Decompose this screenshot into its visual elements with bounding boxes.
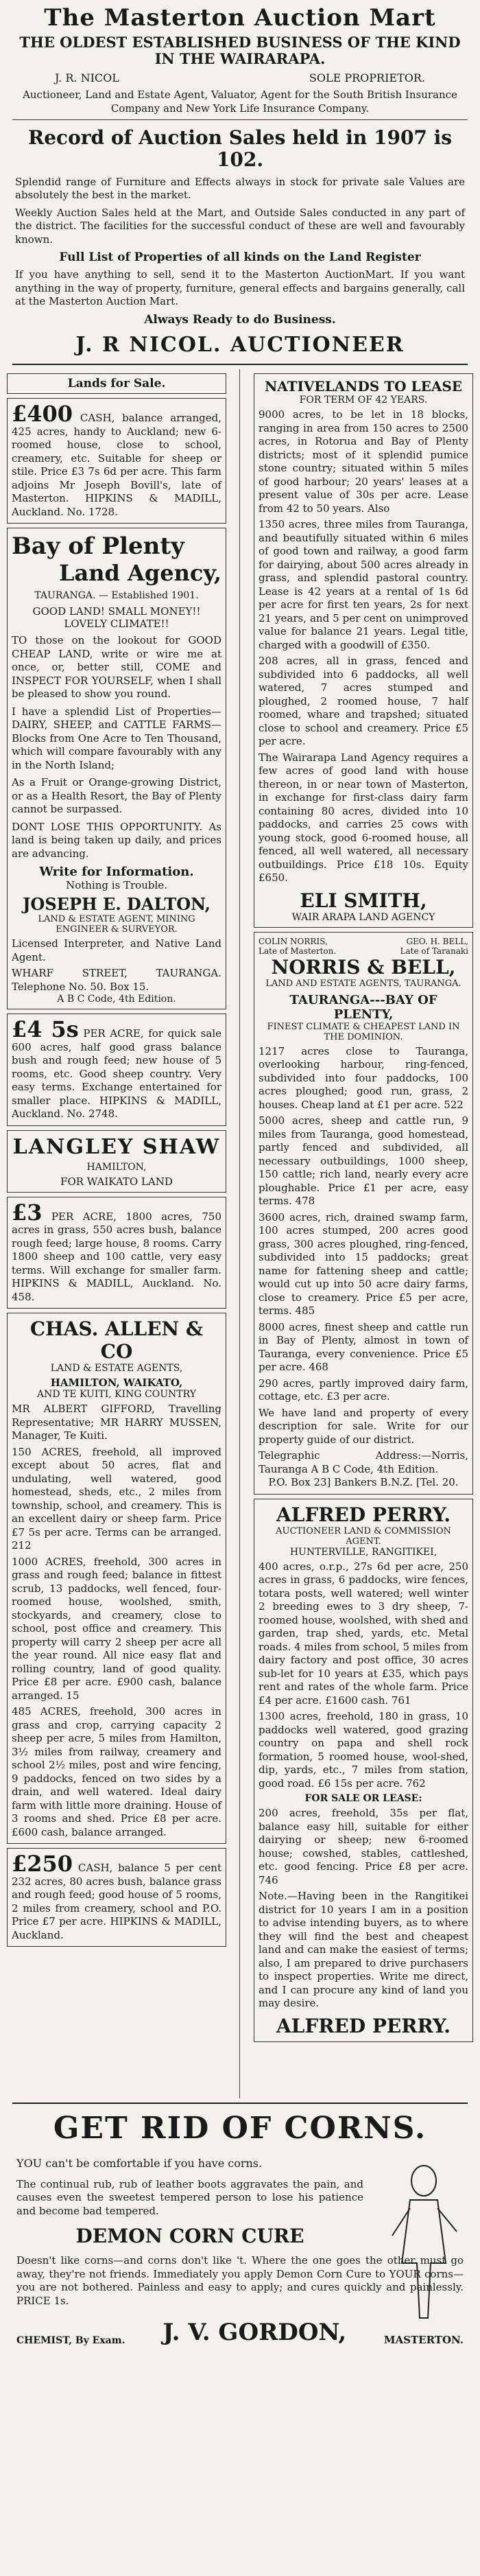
- proprietor-line: [55, 71, 425, 84]
- native-n2: 1350 acres, three miles from Tauranga, and beautifully situated within 6 miles of good town and railway, a good farm for dairying, about 500 acres already in grass, and splendid pastoral country. Lease is 42 years at a rental of 1s 6d per acre for first ten years, 2s for next 21 years, and 5 per cent on unimproved value for balance 21 years. Legal title, charged with a goodwill of £350.: [259, 518, 468, 651]
- chas-name: CHAS. ALLEN & CO: [29, 1318, 204, 1363]
- corn-chemist: CHEMIST, By Exam.: [16, 2335, 125, 2347]
- bay-of-plenty-ad: [7, 528, 226, 1009]
- norris-r4: 8000 acres, finest sheep and cattle run in Bay of Plenty, almost in town of Tauranga, every convenience. Price £5 per acre. 468: [259, 1320, 468, 1374]
- eli-smith-role: WAIR ARAPA LAND AGENCY: [291, 911, 435, 923]
- right-column: [247, 369, 480, 2098]
- corn-cure-name: DEMON CORN CURE: [75, 2225, 304, 2248]
- corn-gordon: J. V. GORDON,: [163, 2319, 347, 2347]
- proprietor-name: J. R. NICOL: [55, 71, 119, 85]
- native-head: NATIVELANDS TO LEASE: [264, 378, 463, 395]
- native-n1: 9000 acres, to be let in 18 blocks, ranging in area from 150 acres to 2500 acres, in Rotorua and Bay of Plenty districts; most of it splendid pumice stone country; situated within 5 miles of good harbour; 20 years' leases at a present value of 30s per acre. Lease from 42 to 50 years. Also: [259, 408, 468, 515]
- header-p3: If you have anything to sell, send it to the Masterton AuctionMart. If you want anything in the way of property, furniture, general effects and bargains generally, call at the Masterton Auction Mart.: [15, 268, 465, 308]
- proprietor-title: SOLE PROPRIETOR.: [309, 71, 425, 85]
- tauranga-head: TAURANGA---BAY OF PLENTY,: [289, 992, 437, 1022]
- finest-line: FINEST CLIMATE & CHEAPEST LAND IN THE DOMINION.: [267, 1021, 460, 1042]
- langley-name: LANGLEY SHAW: [12, 1134, 221, 1159]
- ad-3-price: £3: [12, 1199, 43, 1226]
- ad-3-text: PER ACRE, 1800 acres, 750 acres in grass, 550 acres bush, balance rough feed; large house, 8 rooms. Carry 1800 sheep and 100 cattle, very easy terms. Will exchange for smaller farm. HIPKINS & MADILL, Auckland. No. 458.: [12, 1210, 221, 1303]
- ready-line: Always Ready to do Business.: [144, 312, 336, 327]
- bop-head1: Bay of Plenty: [12, 532, 184, 561]
- corn-line1: YOU can't be comfortable if you have corns.: [16, 2157, 263, 2170]
- norris-right: GEO. H. BELL,: [406, 936, 468, 946]
- ads-columns: [0, 369, 480, 2098]
- perry-p2: 1300 acres, freehold, 180 in grass, 10 paddocks well watered, good grazing country on papa and shell rock formation, 5 roomed house, wool-shed, dip, yards, etc., 7 miles from station, good road. £6 15s per acre. 762: [259, 1710, 468, 1790]
- bop-p3: As a Fruit or Orange-growing District, or as a Health Resort, the Bay of Plenty cannot be surpassed.: [12, 776, 221, 816]
- left-column: [0, 369, 233, 2098]
- dalton-role: LAND & ESTATE AGENT, MINING ENGINEER & SURVEYOR.: [38, 914, 195, 935]
- header-desc: Auctioneer, Land and Estate Agent, Valuator, Agent for the South British Insurance Company and New York Life Insurance Company.: [23, 89, 457, 115]
- ad-3: [7, 1197, 226, 1309]
- chas-allen-ad: [7, 1313, 226, 1844]
- corn-line3: Doesn't like corns—and corns don't like 't. Where the one goes the other must go away, they're not friends. Immediately you apply Demon Corn Cure to YOUR corns—you are not bothered. Painless and easy to apply; and cures quickly and painlessly. PRICE 1s.: [16, 2254, 464, 2307]
- ad-250-price: £250: [12, 1851, 73, 1877]
- bop-head2: Land Agency,: [59, 560, 221, 587]
- perry-signature: ALFRED PERRY.: [276, 2014, 451, 2037]
- perry-town: HUNTERVILLE, RANGITIKEI,: [289, 1546, 437, 1558]
- dalton-addr: WHARF STREET, TAURANGA. Telephone No. 50. Box 15.: [12, 967, 221, 993]
- bop-dont: DONT LOSE THIS OPPORTUNITY. As land is being taken up daily, and prices are advancing.: [12, 820, 221, 860]
- bop-p2: I have a splendid List of Properties—DAIRY, SHEEP, and CATTLE FARMS—Blocks from One Acre to Ten Thousand, which will compare favourably with any in the North Island;: [12, 705, 221, 771]
- perry-p3: 200 acres, freehold, 35s per flat, balance easy hill, suitable for either dairying or sheep; new 6-roomed house; cowshed, stables, cattleshed, etc. good fencing. Price £8 per acre. 746: [259, 1807, 468, 1886]
- norris-role: LAND AND ESTATE AGENTS, TAURANGA.: [265, 978, 461, 989]
- man-figure-icon: [383, 2160, 465, 2325]
- telegraphic2: P.O. Box 23] Bankers B.N.Z. [Tel. 20.: [268, 1476, 459, 1489]
- lands-for-sale-head: Lands for Sale.: [7, 373, 226, 394]
- chas-role: LAND & ESTATE AGENTS,: [50, 1363, 183, 1374]
- norris-left: COLIN NORRIS,: [259, 936, 328, 946]
- perry-p4: Note.—Having been in the Rangitikei district for 10 years I am in a position to advise intending buyers, as to where they will find the best and cheapest land and can make the easiest of terms; also, I am prepared to drive purchasers to inspect properties. Write me direct, and I can procure any kind of land you may desire.: [259, 1890, 468, 2010]
- chas-town2: AND TE KUITI, KING COUNTRY: [37, 1389, 196, 1401]
- dalton-abc: A B C Code, 4th Edition.: [57, 994, 176, 1005]
- native-n3: 208 acres, all in grass, fenced and subdivided into 6 paddocks, all well watered, 7 acres stumped and ploughed, 2 roomed house, 7 half roomed, whare and trapshed; situated close to school and creamery. Price £5 per acre.: [259, 655, 468, 748]
- bop-town: TAURANGA. — Established 1901.: [34, 590, 199, 602]
- ad-400-price: £400: [12, 401, 73, 428]
- corn-town: MASTERTON.: [383, 2334, 464, 2347]
- langley-town: HAMILTON,: [86, 1161, 147, 1173]
- header-p1: Splendid range of Furniture and Effects always in stock for private sale Values are absolutely the best in the market.: [15, 175, 465, 202]
- bop-good: GOOD LAND! SMALL MONEY!! LOVELY CLIMATE!!: [32, 605, 201, 631]
- norris-bell-ad: [254, 932, 473, 1495]
- alfred-perry-ad: [254, 1499, 473, 2042]
- page-title: The Masterton Auction Mart: [44, 4, 436, 32]
- corn-line2: The continual rub, rub of leather boots aggravates the pain, and causes even the sweetest tempered person to lose his patience and become bad tempered.: [16, 2177, 363, 2217]
- norris-left2: Late of Masterton.: [259, 946, 337, 956]
- ad-250-text: CASH, balance 5 per cent 232 acres, 80 acres bush, balance grass and rough feed; good house of 5 rooms, 2 miles from creamery, school and P.O. Price £7 per acre. HIPKINS & MADILL, Auckland.: [12, 1862, 221, 1941]
- bop-nothing: Nothing is Trouble.: [66, 879, 167, 892]
- norris-r3: 3600 acres, rich, drained swamp farm, 100 acres stumped, 200 acres good grass, 300 acres ploughed, ring-fenced, subdivided into 15 paddocks; great name for fattening sheep and cattle; would cut up into 50 acre dairy farms, close to creamery. Price £5 per acre, terms. 485: [259, 1210, 468, 1318]
- corn-title: GET RID OF CORNS.: [53, 2111, 427, 2146]
- ad-400: [7, 398, 226, 524]
- langley-shaw-ad: [7, 1130, 226, 1193]
- norris-bell-name: NORRIS & BELL,: [271, 955, 456, 979]
- chas-p2: 1000 ACRES, freehold, 300 acres in grass and rough feed; balance in fittest scrub, 13 paddocks, well fenced, four-roomed house, woolshed, smith, stockyards, and creamery, close to school, post office and creamery. This property will carry 2 sheep per acre all the year round. All nice easy flat and rolling country, land of good quality. Price £8 per acre. £900 cash, balance arranged. 15: [12, 1555, 221, 1702]
- page-subtitle: THE OLDEST ESTABLISHED BUSINESS OF THE KIND IN THE WAIRARAPA.: [19, 34, 461, 68]
- nicol-auctioneer: J. R NICOL. AUCTIONEER: [75, 332, 405, 357]
- chas-rep: MR ALBERT GIFFORD, Travelling Representative; MR HARRY MUSSEN, Manager, Te Kuiti.: [12, 1403, 221, 1442]
- chas-town: HAMILTON, WAIKATO,: [50, 1377, 183, 1390]
- norris-right2: Late of Taranaki: [400, 946, 468, 956]
- langley-for: FOR WAIKATO LAND: [60, 1175, 173, 1188]
- telegraphic: Telegraphic Address:—Norris, Tauranga A B C Code, 4th Edition.: [259, 1449, 468, 1475]
- ad-250: [7, 1848, 226, 1947]
- chas-p1: 150 ACRES, freehold, all improved except about 50 acres, flat and undulating, well watered, good homestead, sheds, etc., 2 miles from township, school, and creamery. This is an excellent dairy or sheep farm. Price £7 5s per acre. Terms can be arranged. 212: [12, 1445, 221, 1552]
- register-head: Full List of Properties of all kinds on the Land Register: [59, 250, 421, 265]
- perry-role: AUCTIONEER LAND & COMMISSION AGENT.: [276, 1525, 451, 1547]
- perry-p1: 400 acres, o.r.p., 27s 6d per acre, 250 acres in grass, 6 paddocks, wire fences, totara posts, well watered; well winter 2 breeding ewes to 3 dry sheep, 7-roomed house, woolshed, with shed and garden, trap shed, yards, etc. Metal roads. 4 miles from school, 5 miles from dairy factory and post office, 30 acres sub-let for 10 years at £35, which pays rent and rates of the whole farm. Price £4 per acre. £1600 cash. 761: [259, 1560, 468, 1707]
- corn-cure-ad: [0, 2111, 480, 2406]
- header-p2: Weekly Auction Sales held at the Mart, and Outside Sales conducted in any part of the district. The facilities for the successful conduct of these are well and favourably known.: [15, 206, 465, 246]
- ad-4-5s-text: PER ACRE, for quick sale 600 acres, half good grass balance bush and rough feed; new house of 5 rooms, etc. Good sheep country. Very easy terms. Exchange entertained for smaller place. HIPKINS & MADILL, Auckland. No. 2748.: [12, 1027, 221, 1121]
- norris-r2: 5000 acres, sheep and cattle run, 9 miles from Tauranga, good homestead, partly fenced and subdivided, all necessary outbuildings, 1000 sheep, 150 cattle; rich land, nearly every acre ploughable. Price £1 per acre, easy terms. 478: [259, 1114, 468, 1208]
- dalton-lic: Licensed Interpreter, and Native Land Agent.: [12, 937, 221, 963]
- record-headline: Record of Auction Sales held in 1907 is 102.: [27, 126, 453, 172]
- ad-4-5s-price: £4 5s: [12, 1016, 79, 1043]
- native-sub: FOR TERM OF 42 YEARS.: [299, 395, 428, 406]
- native-lands-ad: [254, 373, 473, 928]
- bop-write: Write for Information.: [39, 865, 194, 880]
- ad-4-5s: [7, 1014, 226, 1126]
- native-n4: The Wairarapa Land Agency requires a few acres of good land with house thereon, in or near town of Masterton, in exchange for first-class dairy farm containing 80 acres, divided into 10 paddocks, and carries 25 cows with young stock, good 6-roomed house, all fenced, all well watered, all necessary outbuildings. Price £18 10s. Equity £650.: [259, 751, 468, 885]
- chas-p3: 485 ACRES, freehold, 300 acres in grass and crop, carrying capacity 2 sheep per acre, 5 miles from Hamilton, 3½ miles from railway, creamery and school 2½ miles, post and wire fencing, 9 paddocks, fenced on two sides by a drain, and well watered. Ideal dairy farm with little more draining. House of 3 rooms and shed. Price £8 per acre. £600 cash, balance arranged.: [12, 1705, 221, 1838]
- norris-r6: We have land and property of every description for sale. Write for our property guide of our district.: [259, 1406, 468, 1446]
- eli-smith-name: ELI SMITH,: [300, 889, 427, 912]
- norris-r5: 290 acres, partly improved dairy farm, cottage, etc. £3 per acre.: [259, 1377, 468, 1403]
- bop-p1: TO those on the lookout for GOOD CHEAP LAND, write or wire me at once, or, better still, COME and INSPECT FOR YOURSELF, when I shall be pleased to show you round.: [12, 634, 221, 701]
- perry-name: ALFRED PERRY.: [276, 1503, 451, 1526]
- perry-forsale: FOR SALE OR LEASE:: [304, 1793, 422, 1805]
- norris-r1: 1217 acres close to Tauranga, overlooking harbour, ring-fenced, subdivided into four paddocks, 100 acres ploughed; good run, grass, 2 houses. Cheap land at £1 per acre. 522: [259, 1044, 468, 1111]
- ad-400-text: CASH, balance arranged, 425 acres, handy to Auckland; new 6-roomed house, close to school, creamery, etc. Suitable for sheep or stile. Price £3 7s 6d per acre. This farm adjoins Mr Joseph Bovill's, late of Masterton. HIPKINS & MADILL, Auckland. No. 1728.: [12, 412, 221, 518]
- dalton-name: JOSEPH E. DALTON,: [23, 894, 211, 915]
